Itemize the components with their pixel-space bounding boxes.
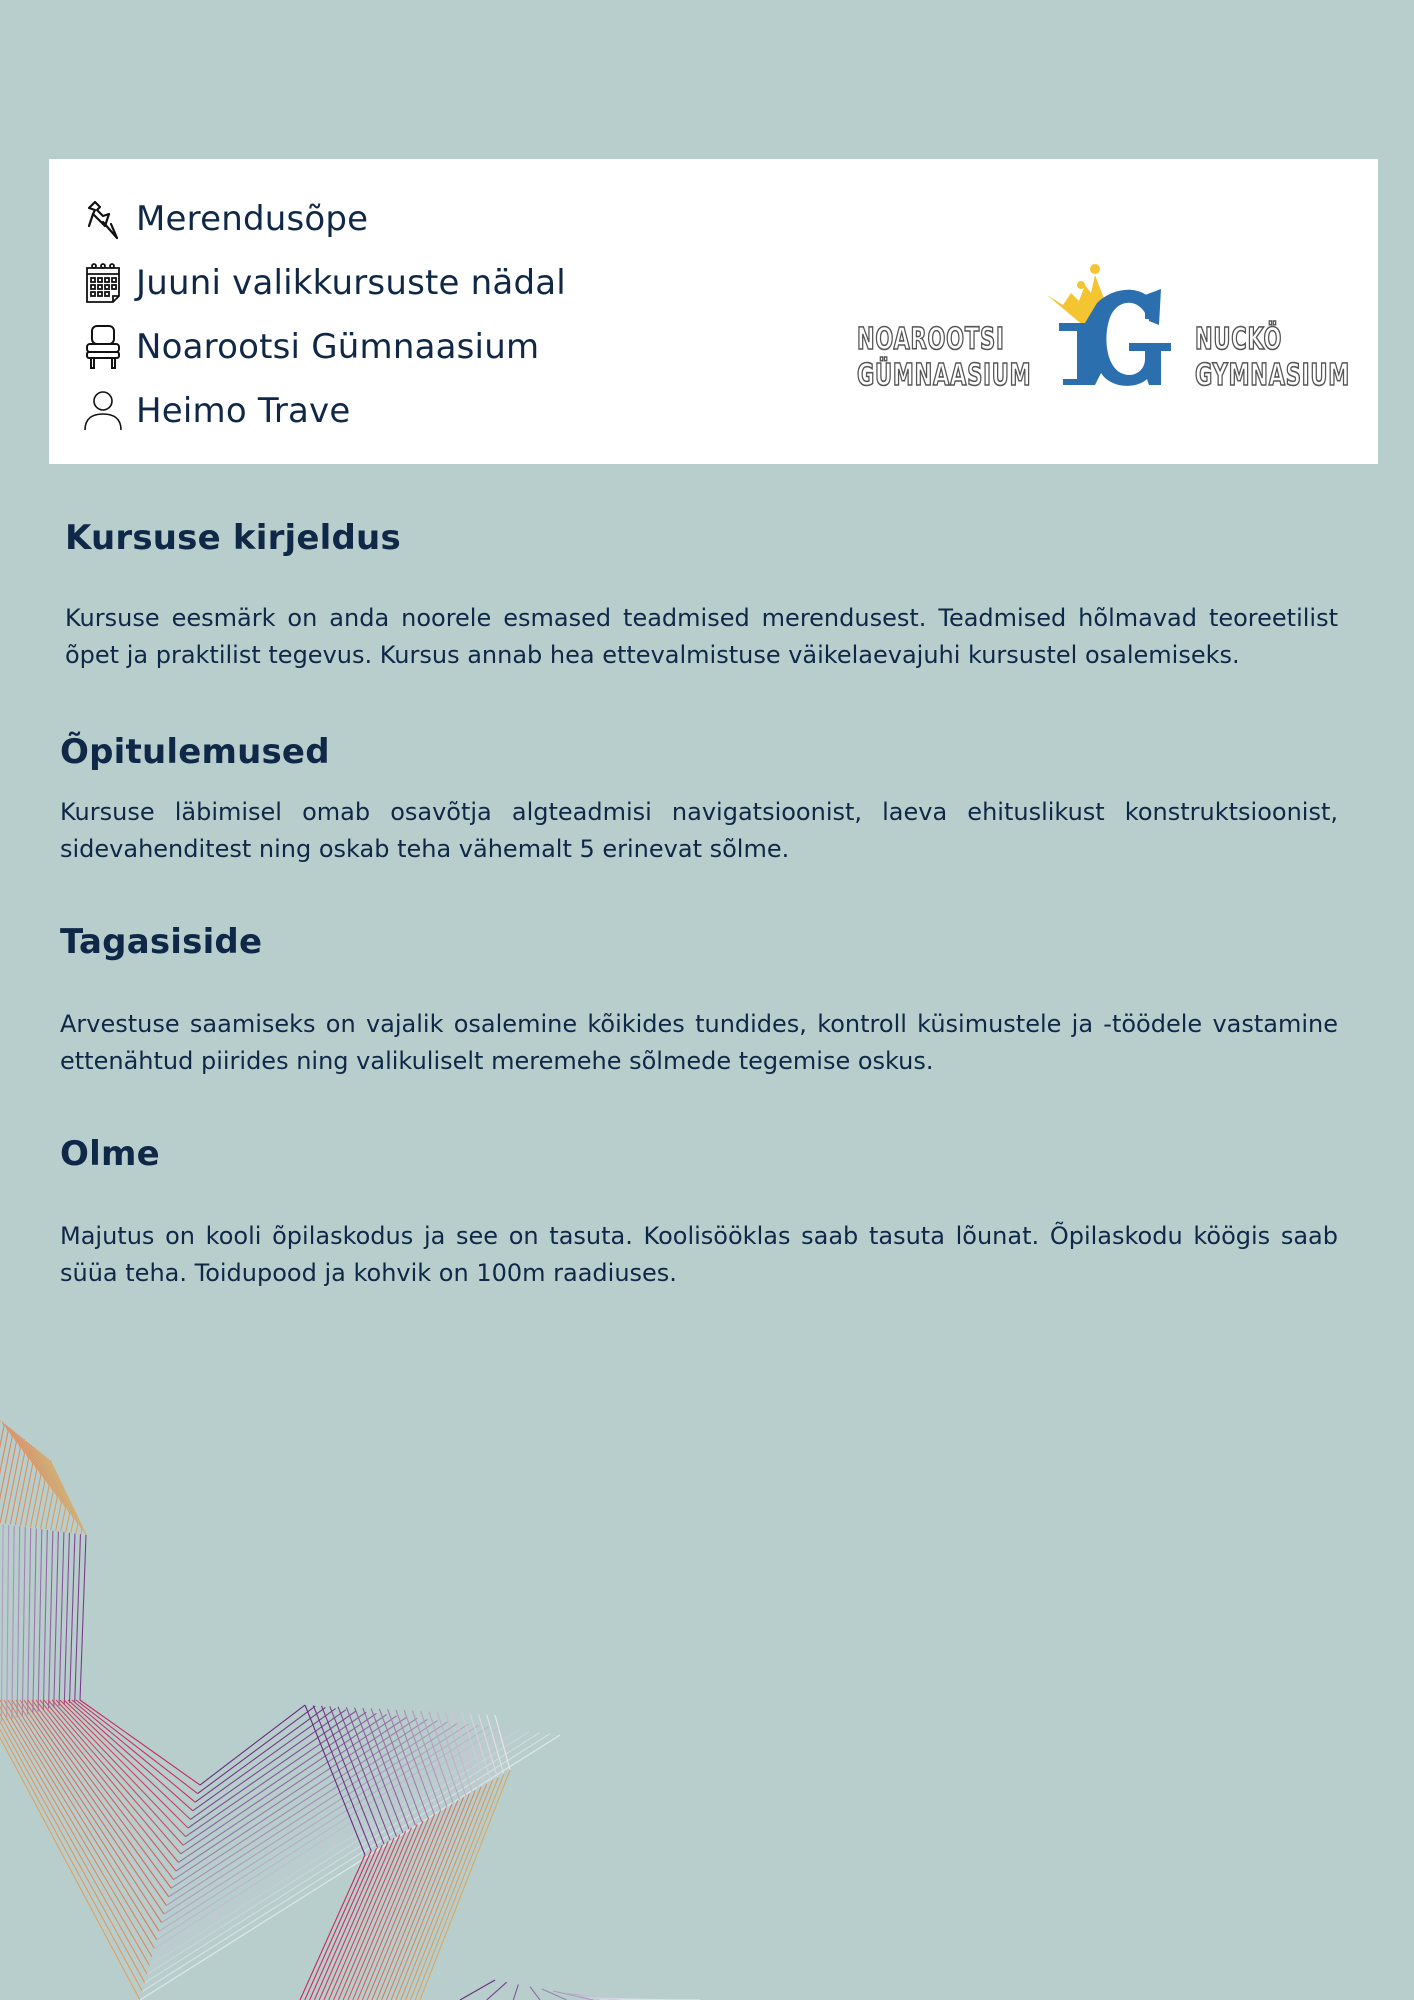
section-learning-outcomes	[60, 732, 1338, 868]
deco-line	[0, 1700, 147, 1974]
deco-line	[28, 1528, 31, 1714]
deco-line	[12, 1526, 14, 1719]
deco-band-orange	[0, 1420, 86, 1535]
deco-line	[7, 1525, 9, 1720]
course-period: Juuni valikkursuste nädal	[136, 263, 566, 303]
deco-line	[52, 1700, 183, 1845]
deco-band-purple	[0, 1520, 86, 1730]
deco-line	[40, 1700, 176, 1871]
deco-line	[495, 1715, 510, 1770]
deco-line	[193, 1709, 336, 1811]
calendar-icon	[83, 259, 123, 307]
section-body: Kursuse eesmärk on anda noorele esmased teadmised merendusest. Teadmised hõlmavad teoreetilist õpet ja praktilist tegevus. Kursus annab hea ettevalmistuse väikelaevajuhi kursustel osalemiseks.	[65, 604, 1338, 669]
info-item-course	[83, 187, 566, 251]
deco-line	[54, 1531, 59, 1707]
deco-line	[32, 1700, 171, 1888]
deco-band-lower	[300, 1770, 510, 2000]
course-info-list	[83, 187, 566, 443]
deco-line	[16, 1700, 162, 1923]
pushpin-icon	[83, 195, 123, 243]
deco-line	[437, 1712, 466, 1796]
deco-line	[152, 1729, 509, 1957]
deco-line	[487, 1982, 507, 2000]
info-item-location	[83, 315, 566, 379]
course-info-card	[49, 159, 1378, 464]
course-name: Merendusõpe	[136, 199, 369, 239]
deco-band-pink	[0, 1700, 200, 2000]
section-title: Tagasiside	[60, 922, 263, 962]
deco-line	[542, 1989, 567, 2000]
deco-line	[70, 1534, 75, 1703]
info-item-period	[83, 251, 566, 315]
section-title: Õpitulemused	[60, 732, 330, 772]
deco-line	[391, 1790, 475, 2000]
school-name: Noarootsi Gümnaasium	[136, 327, 540, 367]
section-body: Kursuse läbimisel omab osavõtja algteadmisi navigatsioonist, laeva ehituslikust konstruktsioonist, sidevahenditest ning oskab teha vähemalt 5 erinevat sõlme.	[60, 798, 1338, 863]
deco-line	[513, 1984, 518, 2000]
logo-text-left-2: GÜMNAASIUM	[857, 358, 1032, 393]
deco-line	[322, 1706, 378, 1848]
deco-line	[80, 1535, 86, 1700]
deco-line	[1, 1524, 3, 1721]
section-description	[65, 518, 1338, 674]
person-icon	[83, 387, 123, 435]
deco-line	[59, 1532, 64, 1706]
deco-line	[396, 1787, 481, 2000]
deco-line	[195, 1707, 325, 1802]
section-living-conditions	[60, 1134, 1338, 1292]
school-logo	[857, 295, 1357, 445]
section-title: Kursuse kirjeldus	[65, 518, 401, 558]
deco-line	[22, 1527, 25, 1716]
info-item-teacher	[83, 379, 566, 443]
section-body: Majutus on kooli õpilaskodus ja see on tasuta. Koolisööklas saab tasuta lõunat. Õpilaskodu köögis saab süüa teha. Toidupood ja kohvik on 100m raadiuses.	[60, 1222, 1338, 1287]
deco-band-bottom	[460, 1980, 700, 2000]
deco-line	[19, 1435, 33, 1525]
deco-line	[401, 1784, 487, 2000]
deco-line	[178, 1716, 396, 1863]
deco-line	[396, 1710, 434, 1815]
deco-line	[75, 1534, 81, 1701]
deco-line	[56, 1700, 186, 1837]
chair-icon	[83, 323, 123, 371]
deco-line	[33, 1529, 36, 1713]
section-body: Arvestuse saamiseks on vajalik osalemine kõikides tundides, kontroll küsimustele ja -töödele vastamine ettenähtud piirides ning valikuliselt meremehe sõlmede tegemise oskus.	[60, 1010, 1338, 1075]
deco-line	[68, 1700, 193, 1811]
deco-line	[64, 1533, 69, 1704]
teacher-name: Heimo Trave	[136, 391, 351, 431]
deco-line	[43, 1530, 47, 1710]
logo-text-left-1: NOAROOTSI	[857, 322, 1005, 357]
deco-line	[8, 1700, 157, 1940]
deco-line	[49, 1531, 53, 1709]
deco-line	[12, 1700, 159, 1931]
deco-line	[17, 1526, 20, 1717]
deco-line	[379, 1709, 421, 1822]
section-feedback	[60, 922, 1338, 1080]
deco-line	[157, 1727, 489, 1940]
section-title: Olme	[60, 1134, 160, 1174]
deco-line	[38, 1529, 42, 1711]
logo-text-right-1: NUCKÖ	[1195, 322, 1283, 357]
logo-text-right-2: GYMNASIUM	[1195, 358, 1350, 393]
decorative-line-art	[0, 1400, 700, 2000]
logo-crown-g-mark	[1045, 255, 1175, 395]
deco-line	[530, 1987, 540, 2000]
